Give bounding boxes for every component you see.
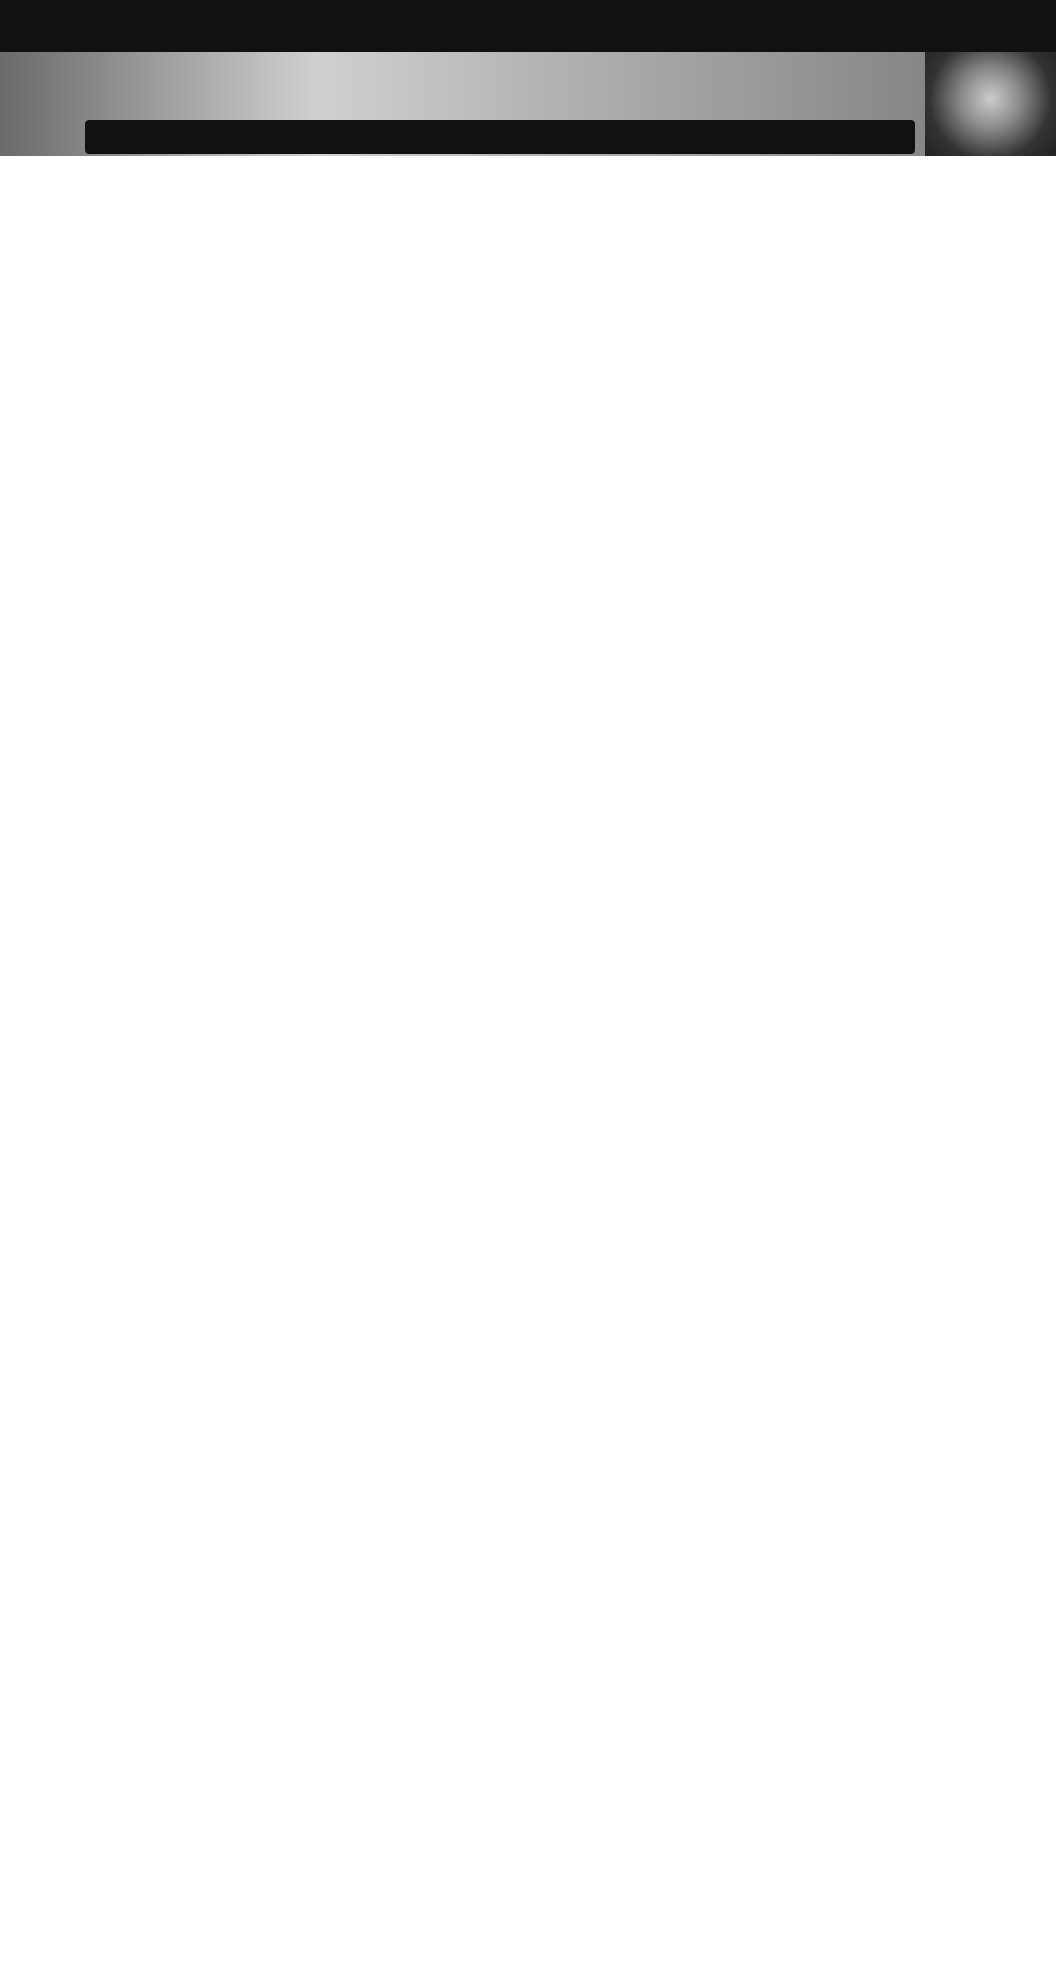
author-photo [925, 52, 1056, 156]
headline-bar [85, 120, 915, 154]
looking-up-col-1 [8, 160, 338, 168]
masthead [0, 0, 1056, 52]
looking-up-banner [0, 52, 1056, 156]
